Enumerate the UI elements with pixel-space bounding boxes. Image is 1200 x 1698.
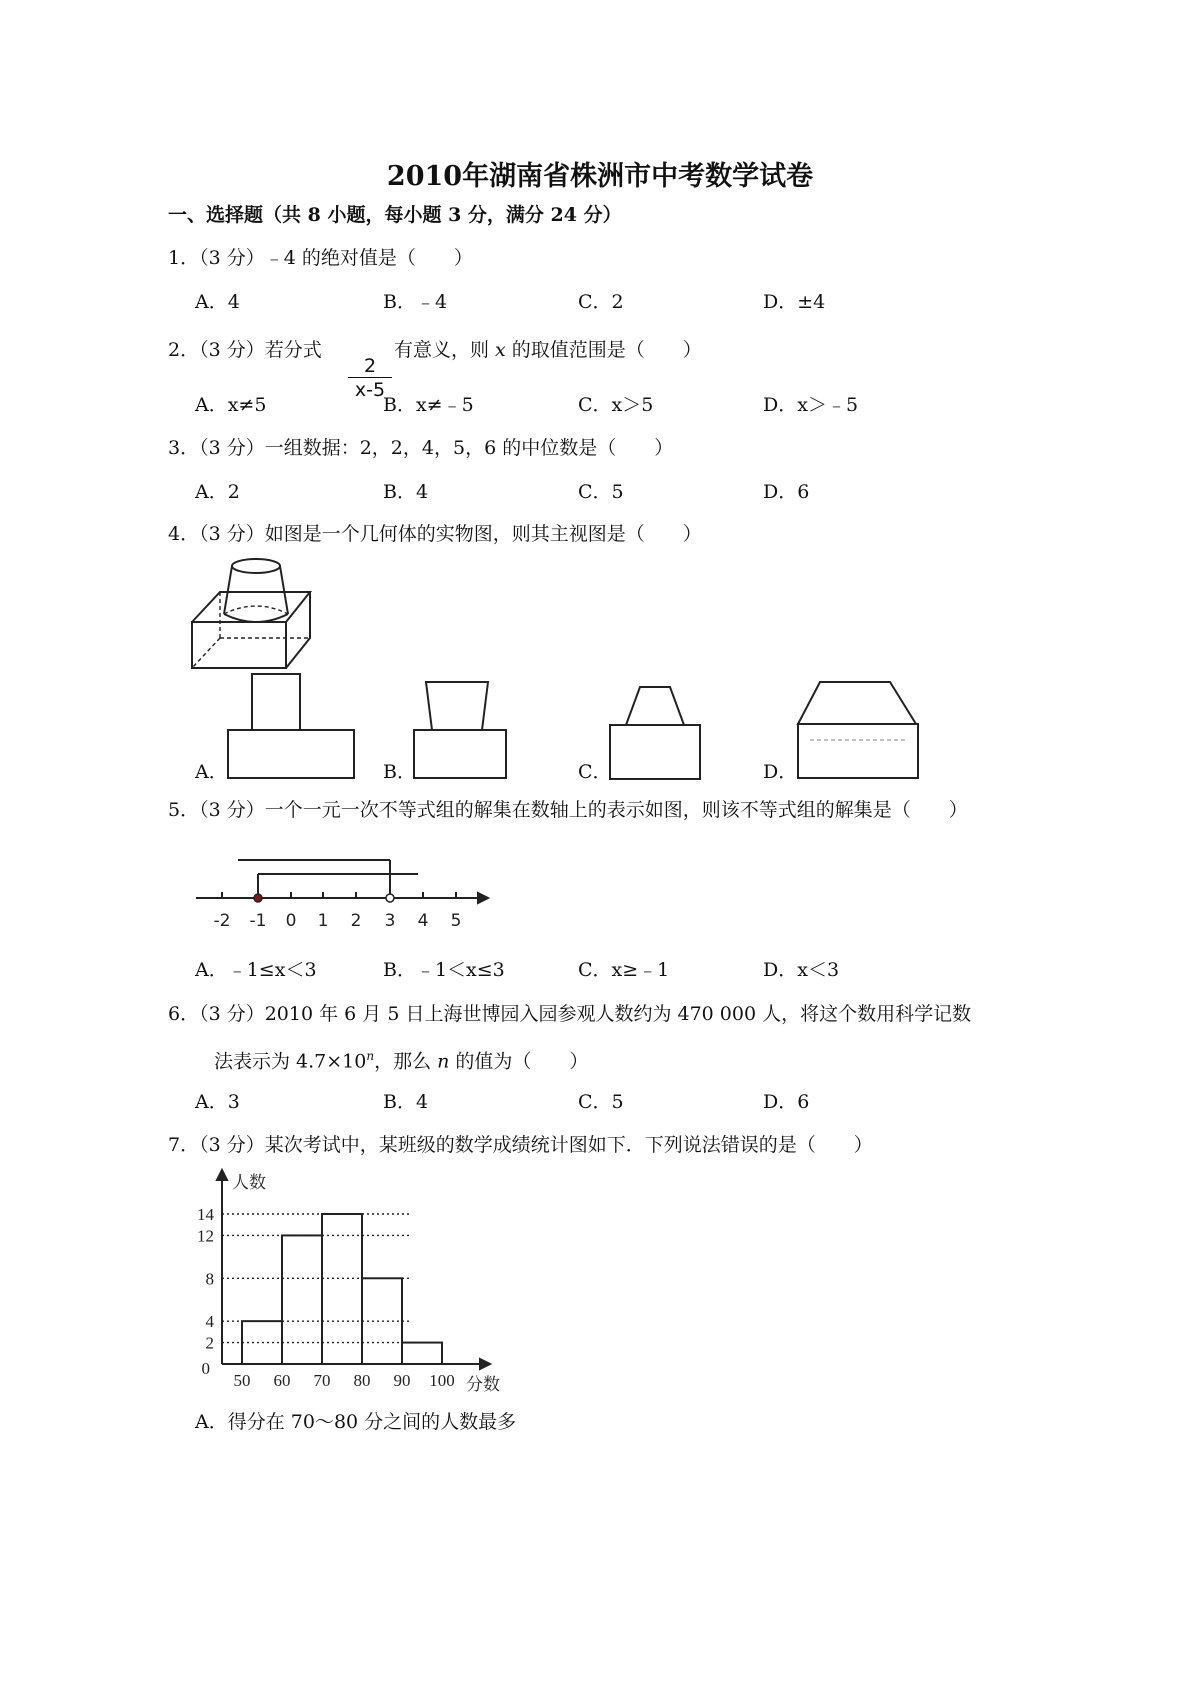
question-3-option-c: C．5 (578, 481, 624, 503)
question-6-option-d: D．6 (763, 1091, 810, 1113)
question-6-option-c: C．5 (578, 1091, 624, 1113)
question-6-stem-line1: 6．（3 分）2010 年 6 月 5 日上海世博园入园参观人数约为 470 000 人，将这个数用科学记数 (168, 1003, 972, 1025)
question-6-variable: n (437, 1050, 450, 1073)
y-axis-arrow (217, 1170, 227, 1180)
question-6-option-b: B．4 (383, 1091, 429, 1113)
view-option-a (226, 672, 356, 780)
question-1-option-c: C．2 (578, 291, 624, 313)
question-2-stem-after-2: 的取值范围是（ ） (505, 339, 702, 361)
question-7-option-a: A．得分在 70～80 分之间的人数最多 (195, 1411, 517, 1433)
x-tick-label: 90 (393, 1371, 411, 1390)
view-option-d (796, 680, 920, 780)
number-line-label: -2 (213, 911, 231, 931)
number-line-label: 1 (317, 911, 329, 931)
question-2-stem-before: 2．（3 分）若分式 (168, 339, 322, 361)
question-2-stem-after (394, 338, 702, 362)
question-2-option-d: D．x＞﹣5 (763, 394, 859, 416)
histogram-bar (282, 1235, 322, 1364)
question-5-option-b: B．﹣1＜x≤3 (383, 959, 505, 981)
fraction-numerator: 2 (348, 356, 392, 378)
frustum-bottom-front (224, 614, 288, 622)
view-option-b (412, 680, 508, 780)
frustum-side (224, 566, 232, 614)
question-1-option-d: D．±4 (763, 291, 826, 313)
question-5-option-d: D．x＜3 (763, 959, 840, 981)
question-3-stem: 3．（3 分）一组数据：2，2，4，5，6 的中位数是（ ） (168, 437, 674, 459)
open-point (386, 894, 394, 902)
x-tick-label: 50 (233, 1371, 251, 1390)
view-b-trapezoid (426, 682, 488, 730)
hidden-edge (192, 638, 220, 668)
question-4-option-b: B． (383, 761, 416, 783)
box-right-face (286, 592, 310, 668)
question-2-stem-after-1: 有意义，则 (394, 339, 496, 361)
box-top-face (192, 592, 310, 622)
view-d-base-rect (798, 724, 918, 778)
section-heading: 一、选择题（共 8 小题，每小题 3 分，满分 24 分） (168, 204, 622, 226)
question-2-option-a: A．x≠5 (195, 394, 267, 416)
view-a-base-rect (228, 730, 354, 778)
question-4-option-d: D． (763, 761, 798, 783)
question-5-option-a: A．﹣1≤x＜3 (195, 959, 317, 981)
question-6-stem-line2 (214, 1044, 588, 1073)
question-1-stem: 1．（3 分）﹣4 的绝对值是（ ） (168, 247, 473, 269)
x-tick-labels (234, 1371, 455, 1390)
closed-point (254, 894, 262, 902)
score-histogram (190, 1168, 520, 1398)
page-title: 2010年湖南省株洲市中考数学试卷 (386, 161, 814, 192)
axis-labels (214, 911, 462, 931)
view-c-trapezoid (626, 687, 684, 725)
number-line-label: 0 (285, 911, 297, 931)
view-option-c (608, 685, 702, 781)
question-2-option-b: B．x≠﹣5 (383, 394, 474, 416)
y-axis-label: 人数 (232, 1173, 266, 1192)
y-tick-label: 4 (205, 1312, 214, 1332)
question-6-option-a: A．3 (195, 1091, 240, 1113)
question-1-option-a: A．4 (195, 291, 240, 313)
fraction-denominator: x-5 (354, 379, 386, 401)
x-axis-arrow (480, 1359, 490, 1369)
x-tick-label: 100 (429, 1371, 455, 1390)
y-tick-label: 0 (201, 1359, 210, 1378)
y-tick-label: 8 (205, 1269, 214, 1289)
x-axis-label: 分数 (466, 1375, 500, 1394)
question-6-stem-part-a: 法表示为 4.7×10 (214, 1050, 367, 1073)
histogram-bar (402, 1343, 442, 1364)
question-6-stem-part-c: 的值为（ ） (449, 1050, 589, 1073)
frustum-side (280, 566, 288, 614)
question-5-option-c: C．x≥﹣1 (578, 959, 670, 981)
question-3-option-b: B．4 (383, 481, 429, 503)
view-a-top-rect (252, 674, 300, 730)
x-tick-label: 80 (353, 1371, 371, 1390)
y-tick-label: 14 (197, 1205, 214, 1224)
number-line-label: 2 (350, 911, 362, 931)
frustum-bottom-back (224, 606, 288, 614)
y-tick-label: 2 (205, 1333, 214, 1353)
number-line-label: 5 (450, 911, 462, 931)
x-tick-label: 70 (313, 1371, 331, 1390)
number-line (190, 850, 490, 934)
view-b-base-rect (414, 730, 506, 778)
x-tick-label: 60 (273, 1371, 291, 1390)
question-5-stem: 5．（3 分）一个一元一次不等式组的解集在数轴上的表示如图，则该不等式组的解集是（ ） (168, 799, 968, 821)
question-2-variable: x (495, 339, 506, 361)
question-3-option-d: D．6 (763, 481, 810, 503)
axis-arrow (478, 893, 488, 903)
solid-figure (190, 552, 320, 672)
number-line-label: 3 (384, 911, 396, 931)
histogram-bar (322, 1214, 362, 1364)
histogram-bars (242, 1214, 442, 1364)
question-6-exponent: n (366, 1049, 375, 1063)
question-3-option-a: A．2 (195, 481, 240, 503)
question-1-option-b: B．﹣4 (383, 291, 448, 313)
view-c-base-rect (610, 725, 700, 779)
question-4-option-c: C． (578, 761, 612, 783)
box-front-face (192, 622, 286, 668)
number-line-label: 4 (417, 911, 429, 931)
y-tick-labels (197, 1205, 215, 1378)
view-d-trapezoid (798, 682, 916, 724)
question-6-stem-part-b: ，那么 (374, 1050, 438, 1073)
frustum-top-ellipse (232, 559, 280, 573)
question-4-option-a: A． (195, 761, 228, 783)
question-2-option-c: C．x＞5 (578, 394, 654, 416)
question-4-stem: 4．（3 分）如图是一个几何体的实物图，则其主视图是（ ） (168, 523, 702, 545)
y-tick-label: 12 (197, 1226, 214, 1246)
question-7-stem: 7．（3 分）某次考试中，某班级的数学成绩统计图如下．下列说法错误的是（ ） (168, 1134, 873, 1156)
number-line-label: -1 (249, 911, 267, 931)
